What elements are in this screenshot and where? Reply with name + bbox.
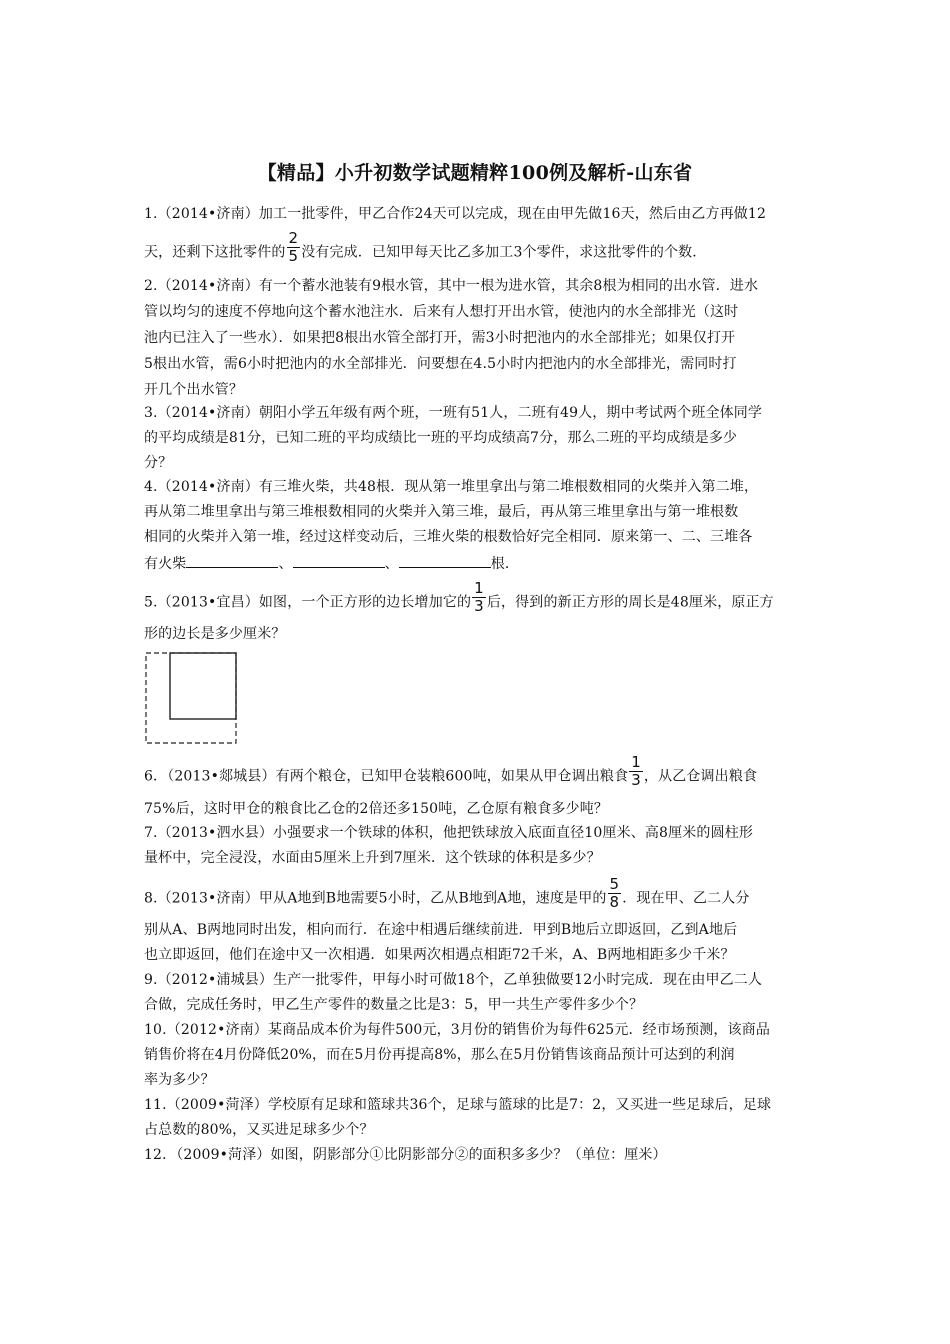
square-figure: [140, 648, 245, 748]
q9-line-1: 9.（2012•浦城县）生产一批零件，甲每小时可做18个，乙单独做要12小时完成．现在由甲乙二人: [144, 972, 763, 988]
q4-line-2: 再从第二堆里拿出与第三堆根数相同的火柴并入第三堆，最后，再从第三堆里拿出与第一堆根数: [144, 504, 739, 520]
q2-line-5: 开几个出水管？: [144, 382, 244, 398]
q6-line-1: 6．（2013•郯城县）有两个粮仓，已知甲仓装粮600吨，如果从甲仓调出粮食 $\frac{1}{3}$ ，从乙仓调出粮食: [144, 753, 758, 789]
q5-line-2: 形的边长是多少厘米？: [144, 626, 286, 642]
q4-line-1: 4.（2014•济南）有三堆火柴，共48根．现从第一堆里拿出与第二堆根数相同的火柴并入第二堆，: [144, 479, 759, 495]
q11-line-1: 11.（2009•菏泽）学校原有足球和篮球共36个，足球与篮球的比是7：2，又买进一些足球后，足球: [144, 1097, 772, 1113]
q6-fraction: $\frac{1}{3}$: [631, 753, 641, 789]
q4-line-4: 有火柴 、 、 根．: [144, 553, 519, 573]
q8-fraction: $\frac{5}{8}$: [609, 875, 620, 911]
q1-line-2: [144, 229, 707, 265]
q3-line-2: 的平均成绩是81分，已知二班的平均成绩比一班的平均成绩高7分，那么二班的平均成绩是多少: [144, 430, 738, 446]
q5-fraction: $\frac{1}{3}$: [474, 579, 484, 615]
answer-blank-2: [293, 553, 385, 568]
answer-blank-3: [399, 553, 491, 568]
q2-line-2: 管以均匀的速度不停地向这个蓄水池注水．后来有人想打开出水管，使池内的水全部排光（这时: [144, 304, 739, 320]
q2-line-1: 2.（2014•济南）有一个蓄水池装有9根水管，其中一根为进水管，其余8根为相同的出水管．进水: [144, 278, 759, 294]
q3-line-3: 分？: [144, 455, 173, 471]
answer-blank-1: [186, 553, 278, 568]
page-title: 【精品】小升初数学试题精粹100例及解析-山东省: [257, 162, 693, 184]
q8-line-1: 8.（2013•济南）甲从A地到B地需要5小时，乙从B地到A地，速度是甲的 $\frac{5}{8}$ ．现在甲、乙二人分: [144, 875, 750, 911]
original-square: [170, 653, 236, 719]
q1-line-1: 1.（2014•济南）加工一批零件，甲乙合作24天可以完成，现在由甲先做16天，然后由乙方再做12: [144, 206, 767, 222]
q2-line-4: 5根出水管，需6小时把池内的水全部排光．问要想在4.5小时内把池内的水全部排光，需同时打: [144, 356, 737, 372]
q8-line-2: 别从A、B两地同时出发，相向而行．在途中相遇后继续前进．甲到B地后立即返回，乙到A地后: [144, 922, 738, 938]
q10-line-2: 销售价将在4月份降低20%，而在5月份再提高8%，那么在5月份销售该商品预计可达到的利润: [144, 1047, 735, 1063]
q1-text-before: 天，还剩下这批零件的: [144, 244, 286, 261]
q1-fraction: $\frac{2}{5}$: [288, 229, 299, 265]
q5-line-1: 5.（2013•宜昌）如图，一个正方形的边长增加它的 $\frac{1}{3}$ 后，得到的新正方形的周长是48厘米，原正方: [144, 579, 774, 615]
q8-line-3: 也立即返回，他们在途中又一次相遇．如果两次相遇点相距72千米，A、B两地相距多少千米？: [144, 947, 735, 963]
q9-line-2: 合做，完成任务时，甲乙生产零件的数量之比是3：5，甲一共生产零件多少个？: [144, 997, 644, 1013]
q7-line-1: 7.（2013•泗水县）小强要求一个铁球的体积，他把铁球放入底面直径10厘米、高8厘米的圆柱形: [144, 825, 754, 841]
q1-text-after: 没有完成．已知甲每天比乙多加工3个零件，求这批零件的个数．: [301, 244, 707, 261]
enlarged-square-dashed: [146, 653, 236, 743]
q10-line-1: 10.（2012•济南）某商品成本价为每件500元，3月份的销售价为每件625元．经市场预测，该商品: [144, 1022, 770, 1038]
q11-line-2: 占总数的80%，又买进足球多少个？: [144, 1122, 374, 1138]
q7-line-2: 量杯中，完全浸没，水面由5厘米上升到7厘米．这个铁球的体积是多少？: [144, 850, 601, 866]
q6-line-2: 75%后，这时甲仓的粮食比乙仓的2倍还多150吨，乙仓原有粮食多少吨？: [144, 801, 608, 817]
q12-line-1: 12．（2009•菏泽）如图，阴影部分①比阴影部分②的面积多多少？（单位：厘米）: [144, 1147, 667, 1163]
q10-line-3: 率为多少？: [144, 1072, 215, 1088]
q2-line-3: 池内已注入了一些水）．如果把8根出水管全部打开，需3小时把池内的水全部排光；如果仅打开: [144, 330, 736, 346]
q4-line-3: 相同的火柴并入第一堆，经过这样变动后，三堆火柴的根数恰好完全相同．原来第一、二、三堆各: [144, 529, 753, 545]
q3-line-1: 3.（2014•济南）朝阳小学五年级有两个班，一班有51人，二班有49人，期中考试两个班全体同学: [144, 405, 763, 421]
